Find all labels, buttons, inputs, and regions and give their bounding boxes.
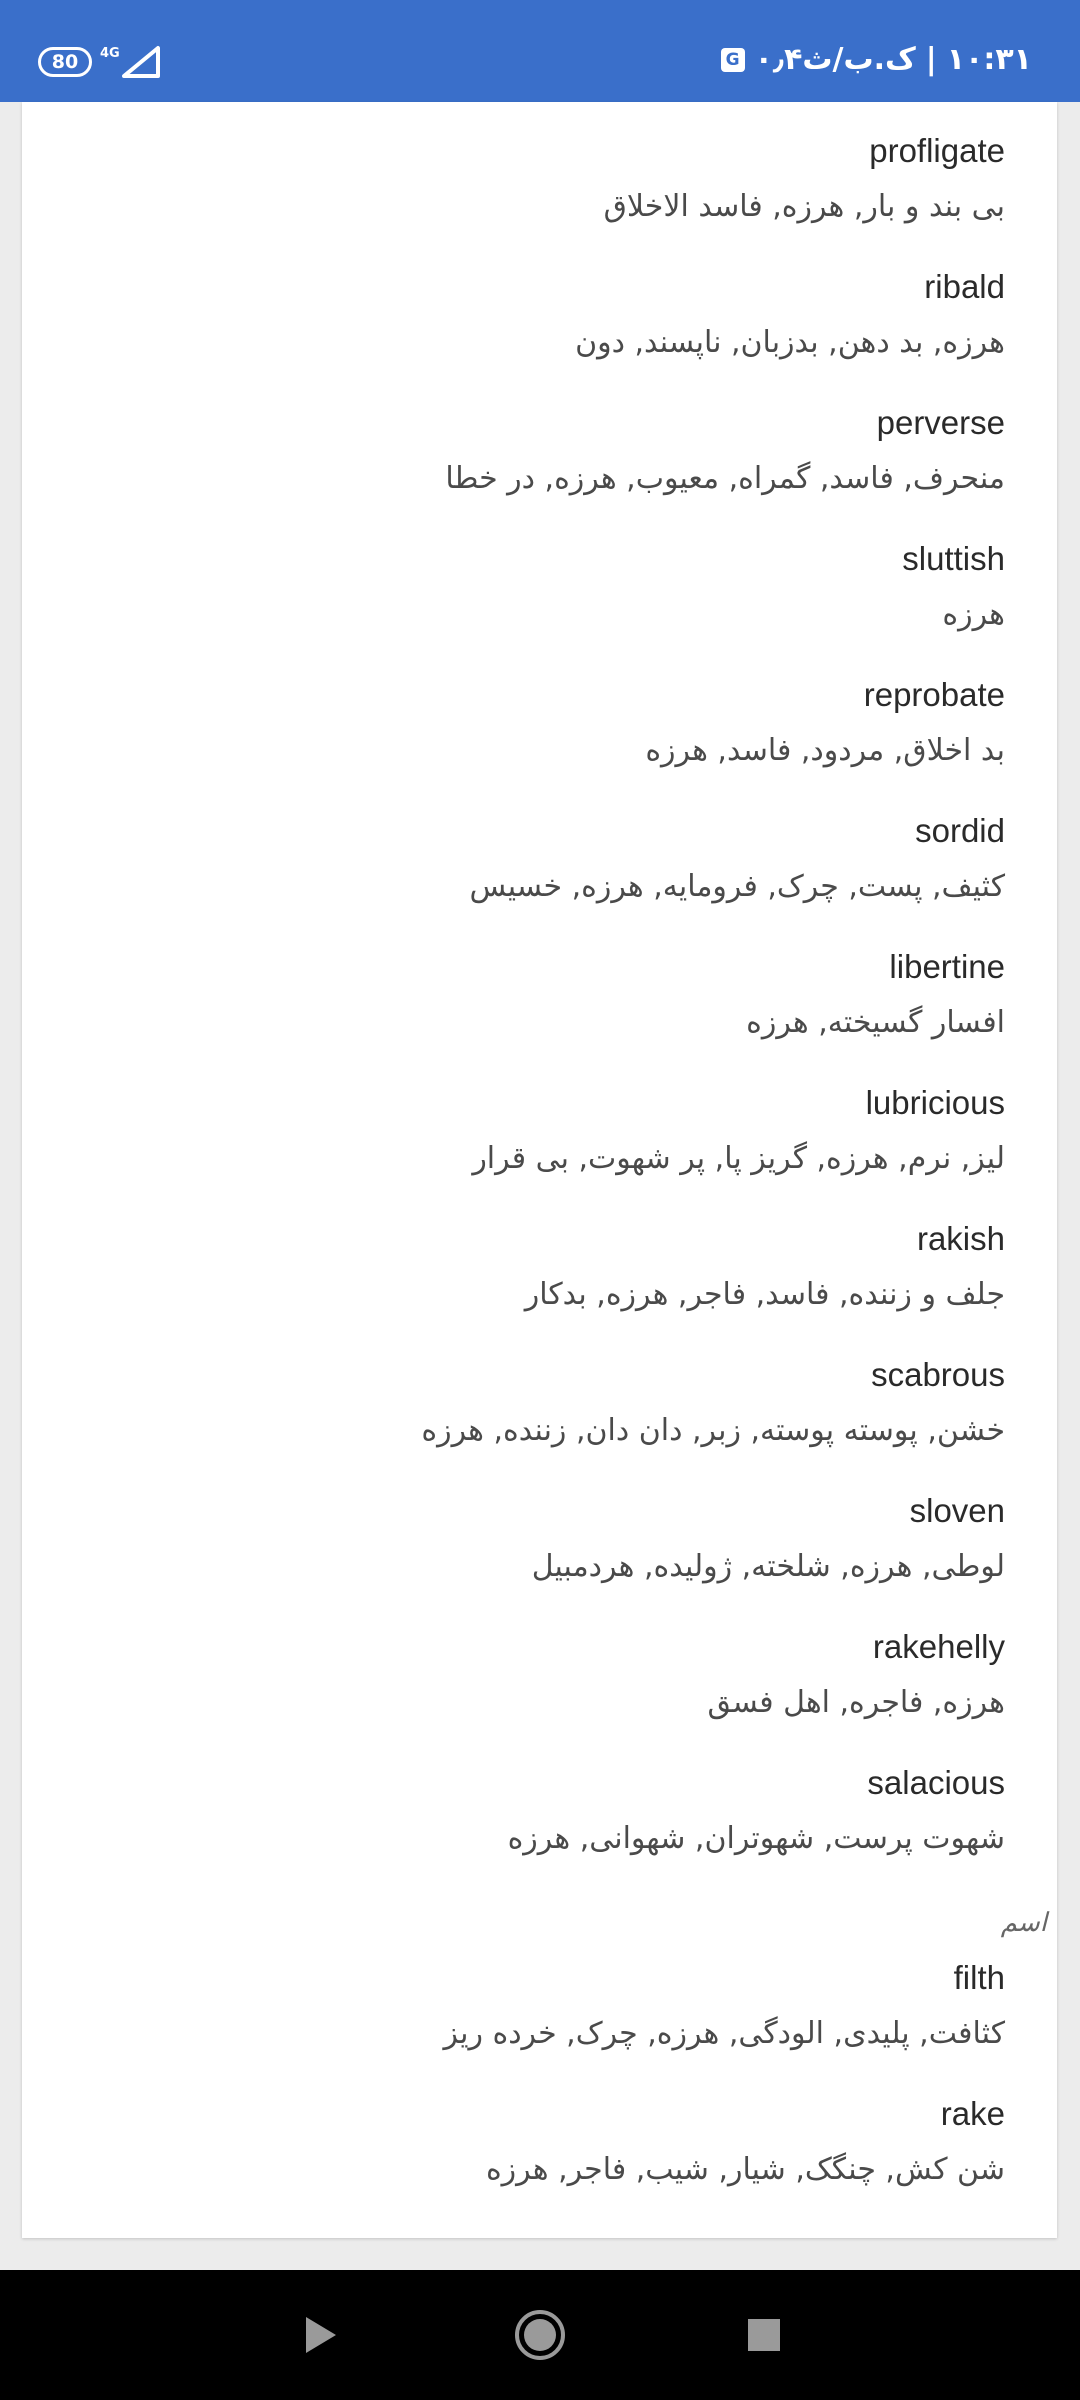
entry-meaning: بی بند و بار, هرزه, فاسد الاخلاق	[603, 189, 1005, 224]
entry-meaning: شهوت پرست, شهوتران, شهوانی, هرزه	[507, 1821, 1005, 1856]
app-notification-icon	[721, 48, 745, 72]
entry-word: scabrous	[871, 1356, 1005, 1393]
home-button[interactable]	[480, 2270, 600, 2400]
battery-icon	[38, 47, 92, 77]
entry-word: sordid	[915, 812, 1005, 849]
entry-meaning: لیز, نرم, هرزه, گریز پا, پر شهوت, بی قرار	[472, 1141, 1005, 1176]
entry-word: profligate	[869, 132, 1005, 169]
back-button[interactable]	[260, 2270, 380, 2400]
status-bar	[0, 0, 1080, 102]
entry-word: filth	[953, 1959, 1005, 1996]
entry-meaning: کثیف, پست, چرک, فرومایه, هرزه, خسیس	[469, 869, 1005, 904]
entry-word: perverse	[876, 404, 1005, 441]
signal-icon	[120, 44, 164, 80]
results-card	[22, 102, 1057, 2238]
entry-meaning: هرزه	[942, 597, 1005, 632]
entry-meaning: هرزه, فاجره, اهل فسق	[707, 1685, 1005, 1720]
network-type: 4G	[100, 45, 120, 61]
entry-word: salacious	[867, 1764, 1005, 1801]
entry-meaning: هرزه, بد دهن, بدزبان, ناپسند, دون	[575, 325, 1005, 360]
entry-meaning: کثافت, پلیدی, الودگی, هرزه, چرک, خرده ریز	[443, 2016, 1005, 2051]
entry-meaning: خشن, پوسته پوسته, زبر, دان دان, زننده, هرزه	[421, 1413, 1005, 1448]
back-triangle-icon	[300, 2313, 340, 2357]
recents-button[interactable]	[704, 2270, 824, 2400]
entry-word: libertine	[889, 948, 1005, 985]
entry-word: lubricious	[865, 1084, 1005, 1121]
status-right-info	[721, 42, 1032, 77]
status-left-icons	[38, 44, 164, 80]
part-of-speech-label: اسم	[1000, 1908, 1047, 1938]
entry-word: sluttish	[902, 540, 1005, 577]
clock: ۱۰:۳۱	[946, 42, 1032, 77]
entry-word: ribald	[924, 268, 1005, 305]
entry-word: reprobate	[863, 676, 1005, 713]
entry-word: sloven	[909, 1492, 1005, 1529]
entry-meaning: بد اخلاق, مردود, فاسد, هرزه	[645, 733, 1005, 768]
entry-meaning: افسار گسیخته, هرزه	[746, 1005, 1005, 1040]
entry-word: rake	[940, 2095, 1005, 2132]
home-circle-icon	[513, 2308, 567, 2362]
entry-meaning: جلف و زننده, فاسد, فاجر, هرزه, بدکار	[524, 1277, 1005, 1312]
entry-meaning: منحرف, فاسد, گمراه, معیوب, هرزه, در خطا	[445, 461, 1005, 496]
battery-level: 80	[51, 51, 79, 73]
entry-meaning: شن کش, چنگک, شیار, شیب, فاجر, هرزه	[485, 2152, 1005, 2187]
entry-meaning: لوطی, هرزه, شلخته, ژولیده, هردمبیل	[531, 1549, 1005, 1584]
entry-word: rakehelly	[872, 1628, 1005, 1665]
recents-square-icon	[746, 2317, 782, 2353]
entry-word: rakish	[916, 1220, 1005, 1257]
status-separator: |	[925, 42, 937, 77]
app-notification-letter: G	[725, 49, 740, 70]
data-speed: ۰٫۴ک.ب/ث	[754, 42, 916, 77]
system-nav-bar	[0, 2270, 1080, 2400]
